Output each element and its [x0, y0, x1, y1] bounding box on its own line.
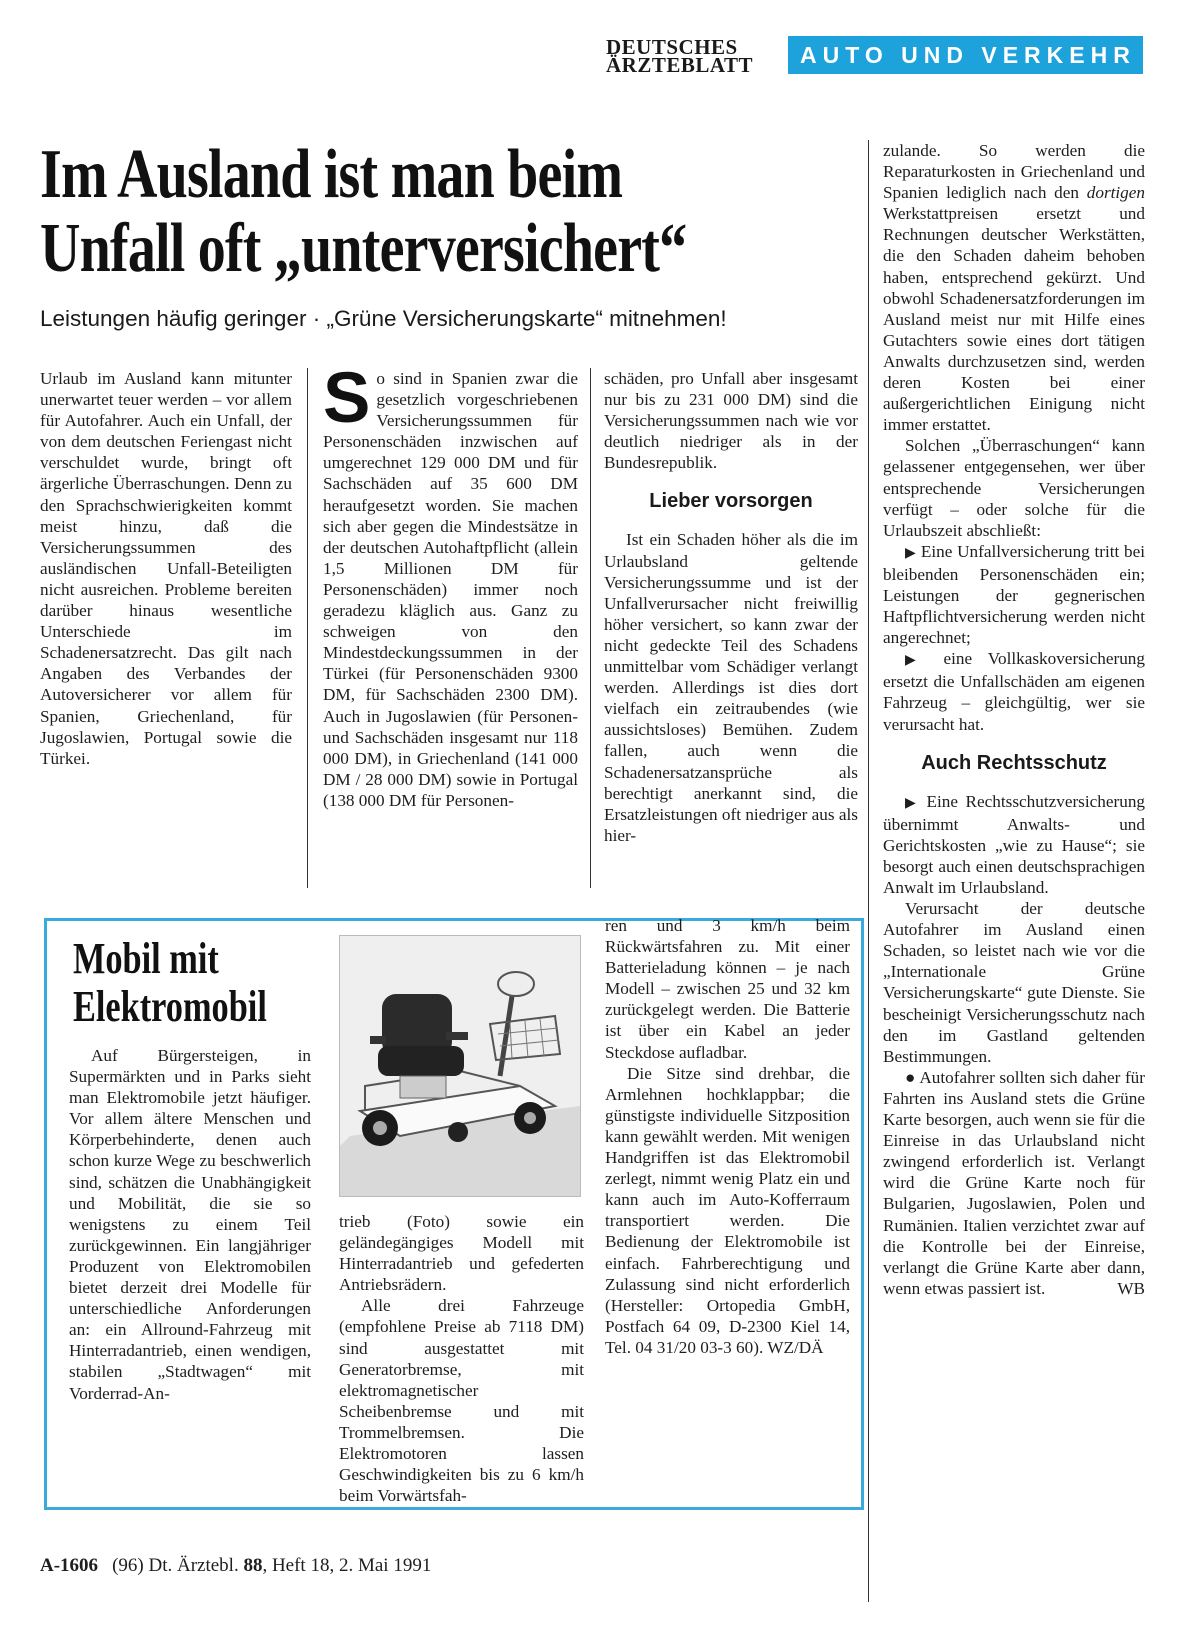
article-paragraph: zulande. So werden die Reparaturkosten in Griechenland und Spanien lediglich nach den dortigen Werkstattpreisen ersetzt und Rechnungen deutscher Werkstätten, die den Schaden daheim behoben haben, entsprechend gekürzt. Und obwohl Schadenersatzforderungen im Ausland meist nur mit Hilfe eines Gutachters sowie eines dort tätigen Anwalts durchzusetzen sind, werden deren Kosten bei einer außergerichtlichen Einigung nicht immer erstattet. — [883, 141, 1145, 435]
article-column-3 — [604, 368, 858, 846]
article-column-1 — [40, 368, 292, 769]
article-paragraph: Verursacht der deutsche Autofahrer im Ausland einen Schaden, so leistet nach wie vor die „Internationale Grüne Versicherungskarte“ gute Dienste. Sie bescheinigt Versicherungsschutz nach den im Gastland geltenden Bestimmungen. — [883, 899, 1145, 1066]
sidebar-box-elektromobil — [44, 918, 864, 1510]
section-heading-lieber-vorsorgen: Lieber vorsorgen — [649, 490, 813, 513]
box-title: Mobil mit Elektromobil — [73, 934, 267, 1031]
article-paragraph: Ist ein Schaden höher als die im Urlaubsland geltende Versicherungssumme und ist der Unfallverursacher nicht freiwillig höher versichert, so kann zwar der nicht gedeckte Teil des Schadens unmittelbar vom Schädiger verlangt werden. Allerdings ist dies dort vielfach ein zeitraubendes (wie aussichtsloses) Bemühen. Zudem fallen, auch wenn die Schadenersatzansprüche als berechtigt anerkannt sind, die Ersatzleistungen oft niedriger aus als hier- — [604, 530, 858, 845]
article-paragraph: Alle drei Fahrzeuge (empfohlene Preise ab 7118 DM) sind ausgestattet mit Generatorbremse, mit elektromagnetischer Scheibenbremse und mit Trommelbremsen. Die Elektromotoren lassen Geschwindigkeiten bis zu 6 km/h beim Vorwärtsfah- — [339, 1296, 584, 1506]
bullet-item: ▶ eine Vollkaskoversicherung ersetzt die Unfallschäden am eigenen Fahrzeug – gleichgültig, wer sie verursacht hat. — [883, 649, 1145, 734]
box-column-1 — [69, 1045, 311, 1404]
masthead-line1: DEUTSCHES — [606, 35, 738, 59]
column-divider — [868, 140, 869, 1602]
article-paragraph: Urlaub im Ausland kann mitunter unerwartet teuer werden – vor allem für Autofahrer. Auch ein Unfall, der von dem deutschen Feriengast nicht verschuldet wurde, bringt oft ärgerliche Überraschungen. Denn zu den Sprachschwierigkeiten kommt meist hinzu, daß die Versicherungssummen des ausländischen Unfall-Beteiligten nicht ausreichen. Probleme bereiten darüber hinaus wesentliche Unterschiede im Schadenersatzrecht. Das gilt nach Angaben des Verbandes der Autoversicherer vor allem für Spanien, Griechenland, für Jugoslawien, Portugal sowie die Türkei. — [40, 369, 292, 768]
citation: (96) Dt. Ärztebl. — [112, 1555, 244, 1576]
article-paragraph: So sind in Spanien zwar die gesetzlich vorgeschriebenen Versicherungssummen für Personenschäden inzwischen auf umgerechnet 129 000 DM und für Sachschäden auf 35 600 DM heraufgesetzt worden. Sie machen sich aber gegen die Mindestsätze in der deutschen Autohaftpflicht (allein 1,5 Millionen DM für Personenschäden) immer noch geradezu kläglich aus. Ganz zu schweigen von den Mindestdeckungssummen in der Türkei (für Personenschäden 9300 DM, für Sachschäden 2300 DM). Auch in Jugoslawien (für Personen- und Sachschäden insgesamt nur 118 000 DM), in Griechenland (141 000 DM / 28 000 DM) sowie in Portugal (138 000 DM für Personen- — [323, 359, 578, 810]
masthead-logo — [606, 35, 766, 77]
author-signature: WB — [1117, 1278, 1145, 1298]
headline-line2: Unfall oft „unterversichert“ — [40, 210, 687, 287]
triangle-bullet-icon: ▶ — [905, 545, 917, 561]
box-column-2 — [339, 1211, 584, 1506]
article-column-2 — [323, 359, 578, 811]
bullet-item: ▶ Eine Rechtsschutzversicherung übernimmt Anwalts- und Gerichtskosten „wie zu Hause“; sie besorgt auch einen deutschsprachigen Anwalt im Urlaubsland. — [883, 791, 1146, 897]
section-tag: AUTO UND VERKEHR — [788, 36, 1143, 74]
circle-bullet-icon: ● — [905, 1067, 916, 1087]
triangle-bullet-icon: ▶ — [905, 795, 919, 811]
headline — [40, 138, 888, 286]
triangle-bullet-icon: ▶ — [905, 653, 928, 669]
photo-electric-scooter — [339, 935, 581, 1197]
scooter-illustration — [340, 936, 581, 1197]
article-paragraph: schäden, pro Unfall aber insgesamt nur bis zu 231 000 DM) sind die Versicherungssummen nach wie vor deutlich niedriger als in der Bundesrepublik. — [604, 369, 858, 473]
headline-line1: Im Ausland ist man beim — [40, 136, 623, 213]
citation-issue: , Heft 18, 2. Mai 1991 — [262, 1555, 432, 1576]
article-paragraph: Die Sitze sind drehbar, die Armlehnen hochklappbar; die günstigste individuelle Sitzposition kann gewählt werden. Mit wenigen Handgriffen ist das Elektromobil zerlegt, nimmt wenig Platz ein und kann auch im Auto-Kofferraum transportiert werden. Die Bedienung der Elektromobile ist einfach. Fahrberechtigung und Zulassung sind nicht erforderlich (Hersteller: Ortopedia GmbH, Postfach 64 09, D-2300 Kiel 14, Tel. 04 31/20 03-3 60). WZ/DÄ — [605, 1063, 850, 1357]
column-divider — [590, 368, 591, 888]
bullet-item: ▶ Eine Unfallversicherung tritt bei bleibenden Personenschäden ein; Leistungen der gegnerischen Haftpflichtversicherung werden nicht angerechnet; — [883, 541, 1145, 648]
page-number: A-1606 — [40, 1555, 99, 1576]
bullet-item: ● Autofahrer sollten sich daher für Fahrten ins Ausland stets die Grüne Karte besorgen, auch wenn sie für die Einreise in das Urlaubsland nicht zwingend erforderlich ist. Verlangt wird die Grüne Karte noch für Bulgarien, Jugoslawien, Polen und Rumänien. Italien verzichtet zwar auf die Kontrolle bei der Einreise, verlangt die Grüne Karte aber dann, wenn etwas passiert ist. WB — [883, 1067, 1145, 1298]
article-paragraph: ren und 3 km/h beim Rückwärtsfahren zu. Mit einer Batterieladung können – je nach Modell – zwischen 25 und 32 km zurückgelegt werden. Die Batterie ist über ein Kabel an jeder Steckdose aufladbar. — [605, 916, 850, 1062]
section-heading-auch-rechtsschutz: Auch Rechtsschutz — [921, 751, 1107, 774]
drop-cap: S — [323, 359, 371, 438]
article-paragraph: Auf Bürgersteigen, in Supermärkten und in Parks sieht man Elektromobile jetzt häufiger. Vor allem ältere Menschen und Körperbehinderte, denen auch schon kurze Wege zu beschwerlich sind, schätzen die Unabhängigkeit und Mobilität, die sie so wenigstens zu einem Teil zurückgewinnen. Ein langjähriger Produzent von Elektromobilen bietet derzeit drei Modelle für unterschiedliche Anforderungen an: ein Allround-Fahrzeug mit Hinterradantrieb, einen wendigen, stabilen „Stadtwagen“ mit Vorderrad-An- — [69, 1046, 311, 1403]
subheadline: Leistungen häufig geringer · „Grüne Versicherungskarte“ mitnehmen! — [40, 306, 727, 331]
column-divider — [307, 368, 308, 888]
volume-number: 88 — [243, 1555, 263, 1576]
article-paragraph: Solchen „Überraschungen“ kann gelassener entgegensehen, wer über entsprechende Versicherungen verfügt – oder solche für die Urlaubszeit abschließt: — [883, 436, 1145, 540]
masthead-line2: ÄRZTEBLATT — [606, 53, 753, 77]
article-paragraph: trieb (Foto) sowie ein geländegängiges Modell mit Hinterradantrieb und gefederten Antriebsrädern. — [339, 1212, 584, 1295]
article-column-4 — [883, 140, 1145, 1299]
box-column-3 — [605, 915, 850, 1358]
page-footer — [40, 1554, 740, 1578]
